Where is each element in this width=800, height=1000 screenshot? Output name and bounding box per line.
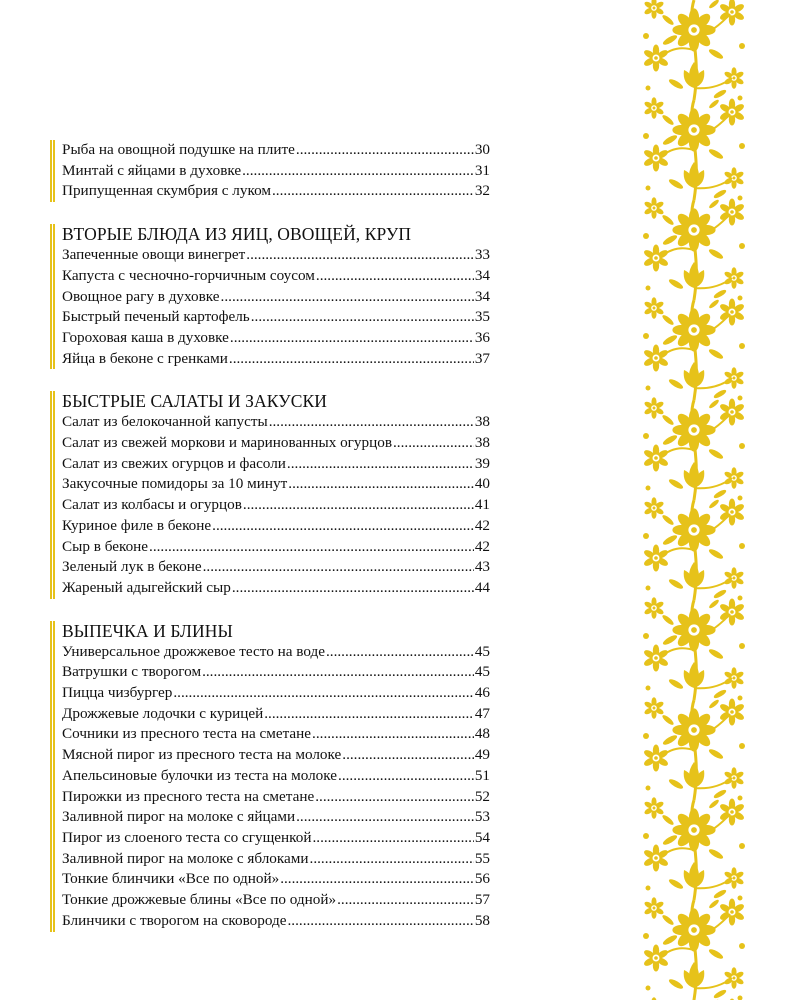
toc-entry[interactable] — [62, 454, 490, 475]
toc-section — [50, 391, 490, 598]
entry-title: Быстрый печеный картофель — [62, 308, 250, 326]
toc-entry[interactable] — [62, 807, 490, 828]
entry-title: Зеленый лук в беконе — [62, 558, 202, 576]
entry-title: Сочники из пресного теста на сметане — [62, 725, 312, 743]
toc-entry[interactable] — [62, 412, 490, 433]
toc-entry[interactable] — [62, 869, 490, 890]
toc-entry[interactable] — [62, 683, 490, 704]
dot-leader — [337, 890, 474, 911]
entry-title: Пицца чизбургер — [62, 684, 173, 702]
entry-page-number: 41 — [474, 496, 490, 514]
dot-leader — [315, 787, 474, 808]
toc-entry[interactable] — [62, 307, 490, 328]
dot-leader — [264, 704, 474, 725]
entry-page-number: 52 — [474, 787, 490, 805]
entry-title: Салат из колбасы и огурцов — [62, 496, 242, 514]
entry-page-number: 43 — [474, 558, 490, 576]
toc-entry[interactable] — [62, 745, 490, 766]
toc-entry[interactable] — [62, 766, 490, 787]
entry-page-number: 34 — [474, 266, 490, 284]
toc-entry[interactable] — [62, 828, 490, 849]
toc-entry[interactable] — [62, 557, 490, 578]
dot-leader — [280, 869, 474, 890]
toc-section — [50, 224, 490, 369]
toc-entry[interactable] — [62, 662, 490, 683]
entry-title: Гороховая каша в духовке — [62, 328, 229, 346]
dot-leader — [342, 745, 474, 766]
toc-section — [50, 621, 490, 932]
toc-entry[interactable] — [62, 890, 490, 911]
entry-title: Заливной пирог на молоке с яблоками — [62, 849, 309, 867]
entry-page-number: 45 — [474, 663, 490, 681]
dot-leader — [251, 307, 474, 328]
toc-entry[interactable] — [62, 911, 490, 932]
entry-page-number: 47 — [474, 704, 490, 722]
entry-page-number: 36 — [474, 328, 490, 346]
entry-title: Универсальное дрожжевое тесто на воде — [62, 642, 325, 660]
toc-entry[interactable] — [62, 349, 490, 370]
dot-leader — [287, 454, 474, 475]
entry-title: Овощное рагу в духовке — [62, 287, 220, 305]
dot-leader — [246, 245, 474, 266]
entry-title: Пирожки из пресного теста на сметане — [62, 787, 315, 805]
toc-entry[interactable] — [62, 181, 490, 202]
toc-entry[interactable] — [62, 140, 490, 161]
dot-leader — [312, 724, 474, 745]
entry-page-number: 42 — [474, 516, 490, 534]
entry-title: Заливной пирог на молоке с яйцами — [62, 808, 296, 826]
dot-leader — [229, 349, 474, 370]
toc-entry[interactable] — [62, 704, 490, 725]
toc-entry[interactable] — [62, 328, 490, 349]
entry-page-number: 54 — [474, 828, 490, 846]
toc-entry[interactable] — [62, 642, 490, 663]
dot-leader — [203, 557, 474, 578]
entry-page-number: 31 — [474, 161, 490, 179]
entry-page-number: 44 — [474, 578, 490, 596]
toc-entry[interactable] — [62, 245, 490, 266]
dot-leader — [243, 495, 474, 516]
section-heading: ВТОРЫЕ БЛЮДА ИЗ ЯИЦ, ОВОЩЕЙ, КРУП — [62, 224, 412, 245]
floral-ornament-border — [640, 0, 748, 1000]
entry-page-number: 46 — [474, 684, 490, 702]
entry-title: Тонкие дрожжевые блины «Все по одной» — [62, 891, 337, 909]
dot-leader — [232, 578, 474, 599]
entry-page-number: 48 — [474, 725, 490, 743]
dot-leader — [316, 266, 474, 287]
dot-leader — [296, 140, 474, 161]
toc-entry[interactable] — [62, 495, 490, 516]
table-of-contents — [50, 140, 490, 932]
toc-entry[interactable] — [62, 266, 490, 287]
dot-leader — [221, 287, 474, 308]
entry-title: Капуста с чесночно-горчичным соусом — [62, 266, 315, 284]
entry-title: Салат из свежих огурцов и фасоли — [62, 454, 286, 472]
entry-page-number: 45 — [474, 642, 490, 660]
dot-leader — [310, 849, 474, 870]
entry-title: Мясной пирог из пресного теста на молоке — [62, 746, 342, 764]
floral-ornament-icon — [640, 0, 748, 1000]
dot-leader — [149, 537, 474, 558]
entry-title: Припущенная скумбрия с луком — [62, 182, 271, 200]
entry-page-number: 37 — [474, 349, 490, 367]
entry-title: Дрожжевые лодочки с курицей — [62, 704, 264, 722]
dot-leader — [202, 662, 474, 683]
entry-title: Ватрушки с творогом — [62, 663, 202, 681]
entry-title: Блинчики с творогом на сковороде — [62, 911, 287, 929]
dot-leader — [393, 433, 474, 454]
section-heading: ВЫПЕЧКА И БЛИНЫ — [62, 620, 233, 641]
dot-leader — [269, 412, 474, 433]
toc-entry[interactable] — [62, 578, 490, 599]
entry-page-number: 35 — [474, 308, 490, 326]
entry-title: Пирог из слоеного теста со сгущенкой — [62, 828, 312, 846]
dot-leader — [230, 328, 474, 349]
dot-leader — [288, 911, 474, 932]
entry-page-number: 42 — [474, 537, 490, 555]
entry-title: Апельсиновые булочки из теста на молоке — [62, 766, 338, 784]
entry-title: Яйца в беконе с гренками — [62, 349, 228, 367]
entry-page-number: 57 — [474, 891, 490, 909]
entry-title: Салат из свежей моркови и маринованных огурцов — [62, 434, 392, 452]
toc-section — [50, 140, 490, 202]
entry-page-number: 34 — [474, 287, 490, 305]
entry-page-number: 38 — [474, 434, 490, 452]
entry-page-number: 33 — [474, 246, 490, 264]
dot-leader — [272, 181, 474, 202]
entry-page-number: 32 — [474, 182, 490, 200]
dot-leader — [212, 516, 474, 537]
toc-entry[interactable] — [62, 724, 490, 745]
entry-page-number: 49 — [474, 746, 490, 764]
entry-page-number: 55 — [474, 849, 490, 867]
entry-page-number: 30 — [474, 141, 490, 158]
entry-title: Рыба на овощной подушке на плите — [62, 141, 295, 158]
toc-entry[interactable] — [62, 287, 490, 308]
entry-title: Салат из белокочанной капусты — [62, 413, 268, 431]
toc-entry[interactable] — [62, 433, 490, 454]
entry-title: Жареный адыгейский сыр — [62, 578, 231, 596]
entry-title: Сыр в беконе — [62, 537, 149, 555]
dot-leader — [173, 683, 473, 704]
dot-leader — [296, 807, 474, 828]
entry-title: Тонкие блинчики «Все по одной» — [62, 870, 280, 888]
entry-page-number: 58 — [474, 911, 490, 929]
dot-leader — [312, 828, 473, 849]
toc-entry[interactable] — [62, 516, 490, 537]
entry-page-number: 40 — [474, 475, 490, 493]
entry-page-number: 56 — [474, 870, 490, 888]
entry-title: Минтай с яйцами в духовке — [62, 161, 242, 179]
toc-entry[interactable] — [62, 474, 490, 495]
dot-leader — [288, 474, 474, 495]
dot-leader — [326, 642, 474, 663]
toc-entry[interactable] — [62, 537, 490, 558]
entry-page-number: 53 — [474, 808, 490, 826]
toc-entry[interactable] — [62, 161, 490, 182]
entry-page-number: 51 — [474, 766, 490, 784]
toc-entry[interactable] — [62, 849, 490, 870]
toc-entry[interactable] — [62, 787, 490, 808]
dot-leader — [242, 161, 474, 182]
entry-title: Запеченные овощи винегрет — [62, 246, 246, 264]
entry-page-number: 39 — [474, 454, 490, 472]
entry-title: Куриное филе в беконе — [62, 516, 212, 534]
dot-leader — [338, 766, 474, 787]
entry-page-number: 38 — [474, 413, 490, 431]
entry-title: Закусочные помидоры за 10 минут — [62, 475, 288, 493]
section-heading: БЫСТРЫЕ САЛАТЫ И ЗАКУСКИ — [62, 391, 327, 412]
